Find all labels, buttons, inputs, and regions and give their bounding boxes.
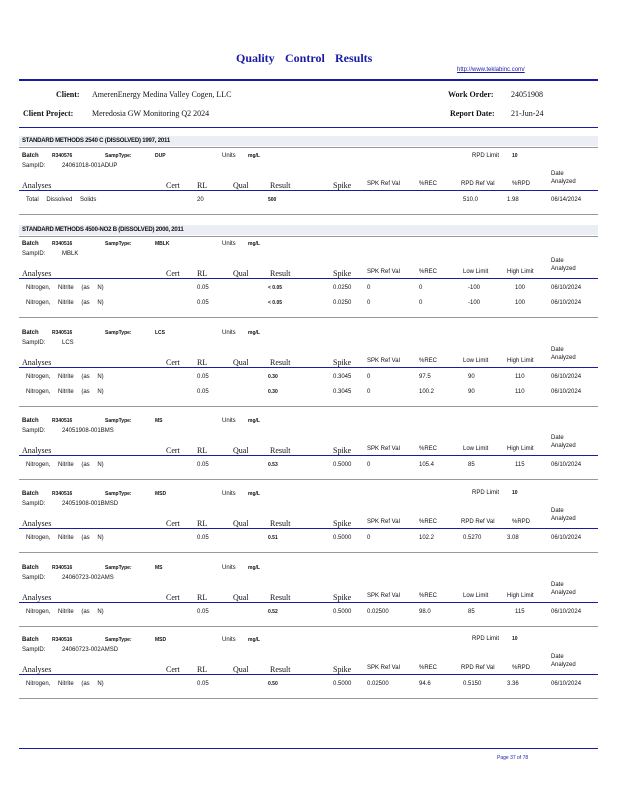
sampid-value: LCS: [62, 340, 74, 346]
row-rl: 0.05: [197, 389, 209, 395]
units-label: Units: [222, 565, 236, 571]
col-spk-ref-val: SPK Ref Val: [367, 446, 400, 452]
row-low-limit: -100: [468, 300, 481, 306]
samptype-label: SampType:: [105, 330, 132, 336]
col-rpd: %RPD: [512, 181, 531, 187]
row-rec: 102.2: [419, 535, 435, 541]
batch-label: Batch: [22, 153, 39, 159]
col-rl: RL: [197, 358, 208, 367]
row-rl: 0.05: [197, 300, 209, 306]
batch-id: R340516: [52, 330, 73, 336]
row-rl: 0.05: [197, 374, 209, 380]
col-date-analyzed: Date Analyzed: [551, 654, 576, 668]
row-spike: 0.5000: [333, 681, 352, 687]
col-result: Result: [270, 519, 291, 528]
row-low-limit: 90: [468, 389, 475, 395]
col-spk-ref-val: SPK Ref Val: [367, 665, 400, 671]
method-rule: [19, 236, 598, 237]
row-rec: 0: [419, 300, 423, 306]
row-spike: 0.3045: [333, 389, 352, 395]
col-analyses: Analyses: [22, 665, 52, 674]
batch-label: Batch: [22, 565, 39, 571]
row-high-limit: 115: [515, 609, 525, 615]
units-value: mg/L: [248, 418, 260, 424]
row-spk-ref: 0: [367, 374, 371, 380]
col-date-analyzed: Date Analyzed: [551, 508, 576, 522]
row-rec: 98.0: [419, 609, 431, 615]
col-cert: Cert: [166, 269, 180, 278]
col-spike: Spike: [333, 358, 352, 367]
row-high-limit: 115: [515, 462, 525, 468]
row-rpd: 1.98: [507, 197, 519, 203]
row-rec: 0: [419, 285, 423, 291]
sampid-value: 24051908-001BMS: [62, 428, 114, 434]
samptype-label: SampType:: [105, 491, 132, 497]
row-rec: 97.5: [419, 374, 431, 380]
col-qual: Qual: [233, 181, 249, 190]
row-result: < 0.05: [268, 285, 283, 291]
col-date-analyzed: Date Analyzed: [551, 435, 576, 449]
col-low-limit: Low Limit: [463, 269, 489, 275]
col-low-limit: Low Limit: [463, 446, 489, 452]
samptype-value: MS: [155, 565, 163, 571]
row-analyte: Nitrogen, Nitrite (as N): [26, 300, 104, 306]
units-value: mg/L: [248, 241, 260, 247]
samptype-label: SampType:: [105, 565, 132, 571]
row-date: 06/10/2024: [551, 300, 582, 306]
row-analyte: Nitrogen, Nitrite (as N): [26, 681, 104, 687]
col-high-limit: High Limit: [507, 358, 534, 364]
header-underline: [19, 278, 598, 279]
row-rl: 0.05: [197, 285, 209, 291]
row-analyte: Nitrogen, Nitrite (as N): [26, 462, 104, 468]
batch-id: R340516: [52, 418, 73, 424]
block-end-rule: [19, 406, 598, 407]
sampid-label: SampID:: [22, 575, 46, 581]
col-analyses: Analyses: [22, 181, 52, 190]
row-low-limit: 90: [468, 374, 475, 380]
col-qual: Qual: [233, 358, 249, 367]
col-qual: Qual: [233, 269, 249, 278]
col-result: Result: [270, 593, 291, 602]
row-spk-ref: 0: [367, 389, 371, 395]
rpd-limit-value: 10: [512, 490, 518, 496]
col-spike: Spike: [333, 269, 352, 278]
header-underline: [19, 455, 598, 456]
sampid-value: MBLK: [62, 251, 79, 257]
sampid-label: SampID:: [22, 501, 46, 507]
header-underline: [19, 602, 598, 603]
row-spike: 0.0250: [333, 285, 352, 291]
row-spk-ref: 0: [367, 300, 371, 306]
col-analyses: Analyses: [22, 519, 52, 528]
report-date-value: 21-Jun-24: [511, 109, 544, 118]
header-underline: [19, 367, 598, 368]
col-spike: Spike: [333, 181, 352, 190]
col-result: Result: [270, 665, 291, 674]
method-title-nitrite: STANDARD METHODS 4500-NO2 B (DISSOLVED) 2000, 2011: [22, 227, 184, 233]
batch-label: Batch: [22, 241, 39, 247]
samptype-value: MBLK: [155, 241, 170, 247]
col-rec: %REC: [419, 665, 438, 671]
sampid-label: SampID:: [22, 340, 46, 346]
row-rpd-ref: 0.5150: [463, 681, 482, 687]
col-rl: RL: [197, 181, 208, 190]
col-rec: %REC: [419, 593, 438, 599]
col-cert: Cert: [166, 358, 180, 367]
header-rule: [19, 79, 598, 81]
sampid-value: 24061018-001ADUP: [62, 163, 118, 169]
row-rl: 20: [197, 197, 204, 203]
sampid-label: SampID:: [22, 647, 46, 653]
row-date: 06/10/2024: [551, 535, 582, 541]
work-order-value: 24051908: [511, 90, 543, 99]
col-spike: Spike: [333, 446, 352, 455]
row-rl: 0.05: [197, 609, 209, 615]
col-qual: Qual: [233, 665, 249, 674]
row-spike: 0.5000: [333, 609, 352, 615]
col-rl: RL: [197, 519, 208, 528]
col-rec: %REC: [419, 181, 438, 187]
units-value: mg/L: [248, 565, 260, 571]
col-rpd: %RPD: [512, 519, 531, 525]
method-rule: [19, 147, 598, 148]
row-analyte: Nitrogen, Nitrite (as N): [26, 389, 104, 395]
samptype-value: DUP: [155, 153, 166, 159]
row-low-limit: 85: [468, 609, 475, 615]
row-rpd: 3.36: [507, 681, 519, 687]
col-date-analyzed: Date Analyzed: [551, 171, 576, 185]
row-analyte: Nitrogen, Nitrite (as N): [26, 609, 104, 615]
col-qual: Qual: [233, 446, 249, 455]
col-date-analyzed: Date Analyzed: [551, 582, 576, 596]
col-result: Result: [270, 181, 291, 190]
units-label: Units: [222, 153, 236, 159]
col-cert: Cert: [166, 181, 180, 190]
row-date: 06/14/2024: [551, 197, 582, 203]
samptype-label: SampType:: [105, 153, 132, 159]
row-rec: 105.4: [419, 462, 435, 468]
col-spk-ref-val: SPK Ref Val: [367, 593, 400, 599]
col-rpd-ref-val: RPD Ref Val: [461, 665, 495, 671]
row-result: 0.51: [268, 535, 278, 541]
row-analyte: Nitrogen, Nitrite (as N): [26, 535, 104, 541]
report-date-label: Report Date:: [450, 109, 495, 118]
row-rl: 0.05: [197, 462, 209, 468]
title-word-quality: Quality: [236, 51, 275, 65]
row-result: 500: [268, 197, 277, 203]
batch-id: R340576: [52, 153, 73, 159]
rpd-limit-label: RPD Limit: [472, 636, 500, 642]
header-underline: [19, 674, 598, 675]
rpd-limit-value: 10: [512, 153, 518, 159]
col-spike: Spike: [333, 593, 352, 602]
row-rl: 0.05: [197, 681, 209, 687]
samptype-value: MSD: [155, 491, 167, 497]
col-result: Result: [270, 358, 291, 367]
work-order-label: Work Order:: [448, 90, 494, 99]
col-date-analyzed: Date Analyzed: [551, 258, 576, 272]
col-date-analyzed: Date Analyzed: [551, 347, 576, 361]
title-word-control: Control: [285, 51, 325, 65]
row-date: 06/10/2024: [551, 285, 582, 291]
row-analyte: Total Dissolved Solids: [26, 197, 97, 203]
footer-rule: [19, 748, 598, 749]
col-cert: Cert: [166, 665, 180, 674]
batch-id: R340516: [52, 565, 73, 571]
row-rec: 94.6: [419, 681, 431, 687]
col-high-limit: High Limit: [507, 269, 534, 275]
col-cert: Cert: [166, 593, 180, 602]
row-date: 06/10/2024: [551, 681, 582, 687]
batch-id: R340516: [52, 491, 73, 497]
block-end-rule: [19, 317, 598, 318]
block-end-rule: [19, 479, 598, 480]
row-analyte: Nitrogen, Nitrite (as N): [26, 285, 104, 291]
method-end-rule: [19, 214, 598, 215]
col-spike: Spike: [333, 519, 352, 528]
row-spk-ref: 0: [367, 462, 371, 468]
col-rl: RL: [197, 665, 208, 674]
col-qual: Qual: [233, 519, 249, 528]
col-analyses: Analyses: [22, 358, 52, 367]
rpd-limit-value: 10: [512, 636, 518, 642]
row-low-limit: -100: [468, 285, 481, 291]
units-value: mg/L: [248, 330, 260, 336]
row-spike: 0.0250: [333, 300, 352, 306]
col-cert: Cert: [166, 519, 180, 528]
project-label: Client Project:: [23, 109, 74, 118]
row-spk-ref: 0.02500: [367, 609, 389, 615]
col-qual: Qual: [233, 593, 249, 602]
title-word-results: Results: [335, 51, 373, 65]
col-cert: Cert: [166, 446, 180, 455]
row-result: 0.30: [268, 374, 278, 380]
units-label: Units: [222, 330, 236, 336]
col-spk-ref-val: SPK Ref Val: [367, 358, 400, 364]
rpd-limit-label: RPD Limit: [472, 153, 500, 159]
row-low-limit: 85: [468, 462, 475, 468]
col-rec: %REC: [419, 269, 438, 275]
units-value: mg/L: [248, 153, 260, 159]
client-label: Client:: [56, 90, 80, 99]
units-value: mg/L: [248, 637, 260, 643]
col-spk-ref-val: SPK Ref Val: [367, 519, 400, 525]
row-spk-ref: 0.02500: [367, 681, 389, 687]
sampid-value: 24060723-002AMSD: [62, 647, 119, 653]
batch-label: Batch: [22, 418, 39, 424]
batch-id: R340516: [52, 637, 73, 643]
row-spk-ref: 0: [367, 285, 371, 291]
col-spk-ref-val: SPK Ref Val: [367, 269, 400, 275]
row-high-limit: 100: [515, 300, 526, 306]
units-value: mg/L: [248, 491, 260, 497]
row-result: 0.30: [268, 389, 278, 395]
sampid-label: SampID:: [22, 428, 46, 434]
row-result: 0.50: [268, 681, 278, 687]
samptype-value: MSD: [155, 637, 167, 643]
row-spike: 0.5000: [333, 462, 352, 468]
row-result: < 0.05: [268, 300, 283, 306]
header-underline: [19, 190, 598, 191]
col-rl: RL: [197, 269, 208, 278]
client-rule: [19, 127, 598, 128]
samptype-label: SampType:: [105, 637, 132, 643]
lab-url-link[interactable]: http://www.teklabinc.com/: [457, 67, 525, 73]
units-label: Units: [222, 241, 236, 247]
col-result: Result: [270, 446, 291, 455]
col-result: Result: [270, 269, 291, 278]
units-label: Units: [222, 637, 236, 643]
client-value: AmerenEnergy Medina Valley Cogen, LLC: [92, 90, 232, 99]
col-rpd: %RPD: [512, 665, 531, 671]
header-underline: [19, 528, 598, 529]
block-end-rule: [19, 698, 598, 699]
col-rpd-ref-val: RPD Ref Val: [461, 181, 495, 187]
units-label: Units: [222, 418, 236, 424]
row-result: 0.53: [268, 462, 278, 468]
col-analyses: Analyses: [22, 593, 52, 602]
row-high-limit: 110: [515, 374, 525, 380]
col-high-limit: High Limit: [507, 593, 534, 599]
col-low-limit: Low Limit: [463, 593, 489, 599]
project-value: Meredosia GW Monitoring Q2 2024: [92, 109, 210, 118]
col-rl: RL: [197, 446, 208, 455]
block-end-rule: [19, 552, 598, 553]
row-rec: 100.2: [419, 389, 435, 395]
row-date: 06/10/2024: [551, 609, 582, 615]
row-rl: 0.05: [197, 535, 209, 541]
col-rpd-ref-val: RPD Ref Val: [461, 519, 495, 525]
rpd-limit-label: RPD Limit: [472, 490, 500, 496]
row-high-limit: 110: [515, 389, 525, 395]
col-rl: RL: [197, 593, 208, 602]
row-spike: 0.3045: [333, 374, 352, 380]
row-rpd-ref: 510.0: [463, 197, 479, 203]
units-label: Units: [222, 491, 236, 497]
col-spk-ref-val: SPK Ref Val: [367, 181, 400, 187]
row-high-limit: 100: [515, 285, 526, 291]
batch-label: Batch: [22, 637, 39, 643]
samptype-label: SampType:: [105, 418, 132, 424]
sampid-value: 24060723-002AMS: [62, 575, 114, 581]
sampid-label: SampID:: [22, 163, 46, 169]
row-rpd-ref: 0.5270: [463, 535, 482, 541]
row-result: 0.52: [268, 609, 278, 615]
page-number: Page 37 of 78: [497, 755, 529, 761]
batch-id: R340516: [52, 241, 73, 247]
batch-label: Batch: [22, 330, 39, 336]
row-date: 06/10/2024: [551, 389, 582, 395]
sampid-value: 24051908-001BMSD: [62, 501, 119, 507]
col-rec: %REC: [419, 519, 438, 525]
method-title-tds: STANDARD METHODS 2540 C (DISSOLVED) 1997, 2011: [22, 138, 170, 144]
samptype-label: SampType:: [105, 241, 132, 247]
col-spike: Spike: [333, 665, 352, 674]
col-high-limit: High Limit: [507, 446, 534, 452]
row-rpd: 3.08: [507, 535, 519, 541]
col-rec: %REC: [419, 446, 438, 452]
samptype-value: LCS: [155, 330, 165, 336]
samptype-value: MS: [155, 418, 163, 424]
row-date: 06/10/2024: [551, 462, 582, 468]
batch-label: Batch: [22, 491, 39, 497]
sampid-label: SampID:: [22, 251, 46, 257]
col-analyses: Analyses: [22, 446, 52, 455]
col-low-limit: Low Limit: [463, 358, 489, 364]
col-analyses: Analyses: [22, 269, 52, 278]
block-end-rule: [19, 626, 598, 627]
row-spk-ref: 0: [367, 535, 371, 541]
col-rec: %REC: [419, 358, 438, 364]
row-spike: 0.5000: [333, 535, 352, 541]
row-date: 06/10/2024: [551, 374, 582, 380]
row-analyte: Nitrogen, Nitrite (as N): [26, 374, 104, 380]
